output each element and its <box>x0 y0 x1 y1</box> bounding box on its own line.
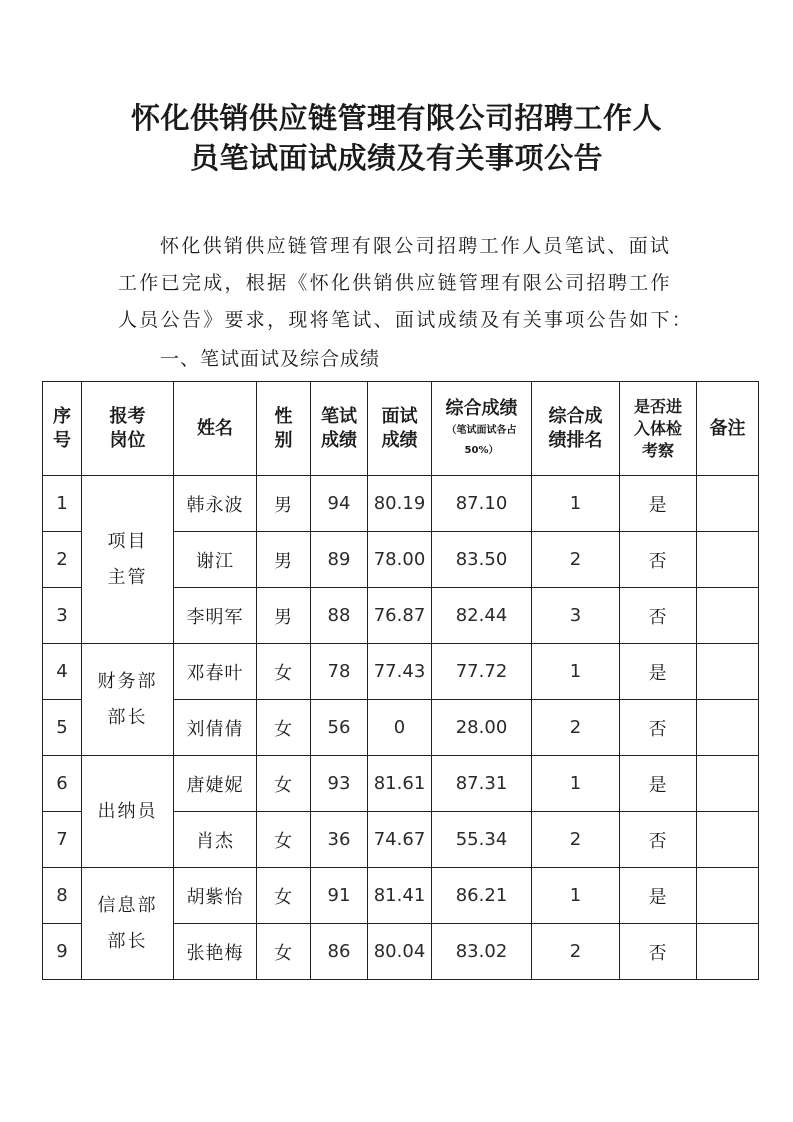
cell-rank: 1 <box>532 644 620 700</box>
cell-remark <box>697 644 759 700</box>
cell-rank: 1 <box>532 476 620 532</box>
cell-position: 信息部 部长 <box>82 868 174 980</box>
cell-name: 唐婕妮 <box>174 756 257 812</box>
cell-interview: 80.04 <box>368 924 432 980</box>
cell-physical: 否 <box>620 532 697 588</box>
cell-total: 28.00 <box>432 700 532 756</box>
cell-remark <box>697 588 759 644</box>
cell-interview: 81.61 <box>368 756 432 812</box>
cell-seq: 8 <box>43 868 82 924</box>
cell-rank: 1 <box>532 868 620 924</box>
cell-seq: 3 <box>43 588 82 644</box>
header-interview: 面试 成绩 <box>368 382 432 476</box>
cell-remark <box>697 868 759 924</box>
header-rank: 综合成 绩排名 <box>532 382 620 476</box>
cell-gender: 女 <box>257 644 311 700</box>
cell-total: 82.44 <box>432 588 532 644</box>
cell-remark <box>697 924 759 980</box>
cell-physical: 否 <box>620 924 697 980</box>
cell-name: 李明军 <box>174 588 257 644</box>
cell-seq: 9 <box>43 924 82 980</box>
table-row <box>43 644 759 700</box>
header-seq: 序 号 <box>43 382 82 476</box>
cell-interview: 78.00 <box>368 532 432 588</box>
table-row <box>43 868 759 924</box>
cell-rank: 1 <box>532 756 620 812</box>
cell-written: 93 <box>311 756 368 812</box>
cell-position: 财务部 部长 <box>82 644 174 756</box>
cell-seq: 6 <box>43 756 82 812</box>
cell-seq: 5 <box>43 700 82 756</box>
cell-gender: 女 <box>257 700 311 756</box>
cell-gender: 男 <box>257 532 311 588</box>
cell-remark <box>697 532 759 588</box>
cell-physical: 否 <box>620 700 697 756</box>
cell-total: 77.72 <box>432 644 532 700</box>
cell-rank: 2 <box>532 812 620 868</box>
header-written: 笔试 成绩 <box>311 382 368 476</box>
header-position: 报考 岗位 <box>82 382 174 476</box>
cell-seq: 1 <box>43 476 82 532</box>
cell-rank: 2 <box>532 924 620 980</box>
intro-line-2: 工作已完成，根据《怀化供销供应链管理有限公司招聘工作 <box>118 272 672 294</box>
cell-remark <box>697 812 759 868</box>
cell-seq: 4 <box>43 644 82 700</box>
cell-total: 86.21 <box>432 868 532 924</box>
cell-name: 谢江 <box>174 532 257 588</box>
header-physical: 是否进 入体检 考察 <box>620 382 697 476</box>
cell-physical: 是 <box>620 476 697 532</box>
title-line-1: 怀化供销供应链管理有限公司招聘工作人 <box>130 101 662 135</box>
table-row <box>43 476 759 532</box>
cell-written: 56 <box>311 700 368 756</box>
cell-rank: 2 <box>532 700 620 756</box>
cell-name: 韩永波 <box>174 476 257 532</box>
cell-total: 87.10 <box>432 476 532 532</box>
header-total-note-1: （笔试面试各占 <box>446 424 517 436</box>
cell-seq: 7 <box>43 812 82 868</box>
cell-gender: 男 <box>257 476 311 532</box>
header-name: 姓名 <box>174 382 257 476</box>
cell-written: 36 <box>311 812 368 868</box>
cell-written: 89 <box>311 532 368 588</box>
cell-physical: 是 <box>620 756 697 812</box>
cell-rank: 2 <box>532 532 620 588</box>
cell-total: 83.50 <box>432 532 532 588</box>
cell-interview: 76.87 <box>368 588 432 644</box>
header-remark: 备注 <box>697 382 759 476</box>
scores-table <box>42 381 759 980</box>
cell-interview: 77.43 <box>368 644 432 700</box>
cell-total: 55.34 <box>432 812 532 868</box>
intro-line-3: 人员公告》要求，现将笔试、面试成绩及有关事项公告如下： <box>118 309 694 331</box>
cell-physical: 是 <box>620 644 697 700</box>
intro-line-1: 怀化供销供应链管理有限公司招聘工作人员笔试、面试 <box>160 235 672 257</box>
cell-interview: 0 <box>368 700 432 756</box>
cell-name: 胡紫怡 <box>174 868 257 924</box>
cell-gender: 女 <box>257 756 311 812</box>
section-heading: 一、笔试面试及综合成绩 <box>160 348 381 370</box>
cell-position: 出纳员 <box>82 756 174 868</box>
cell-written: 94 <box>311 476 368 532</box>
cell-gender: 女 <box>257 924 311 980</box>
cell-gender: 男 <box>257 588 311 644</box>
cell-interview: 81.41 <box>368 868 432 924</box>
cell-gender: 女 <box>257 812 311 868</box>
cell-physical: 否 <box>620 812 697 868</box>
cell-name: 邓春叶 <box>174 644 257 700</box>
title-line-2: 员笔试面试成绩及有关事项公告 <box>189 141 603 175</box>
cell-written: 88 <box>311 588 368 644</box>
header-total: 综合成绩 （笔试面试各占 50%） <box>432 382 532 476</box>
cell-interview: 74.67 <box>368 812 432 868</box>
cell-seq: 2 <box>43 532 82 588</box>
cell-name: 张艳梅 <box>174 924 257 980</box>
cell-remark <box>697 700 759 756</box>
cell-name: 肖杰 <box>174 812 257 868</box>
header-gender: 性 别 <box>257 382 311 476</box>
cell-physical: 是 <box>620 868 697 924</box>
table-row <box>43 756 759 812</box>
header-total-note-2: 50%） <box>464 444 499 456</box>
cell-written: 78 <box>311 644 368 700</box>
cell-written: 91 <box>311 868 368 924</box>
cell-total: 87.31 <box>432 756 532 812</box>
cell-remark <box>697 756 759 812</box>
cell-name: 刘倩倩 <box>174 700 257 756</box>
cell-interview: 80.19 <box>368 476 432 532</box>
cell-gender: 女 <box>257 868 311 924</box>
cell-physical: 否 <box>620 588 697 644</box>
cell-total: 83.02 <box>432 924 532 980</box>
document-title <box>0 98 793 178</box>
cell-written: 86 <box>311 924 368 980</box>
cell-remark <box>697 476 759 532</box>
header-row <box>43 382 759 476</box>
cell-position: 项目 主管 <box>82 476 174 644</box>
cell-rank: 3 <box>532 588 620 644</box>
